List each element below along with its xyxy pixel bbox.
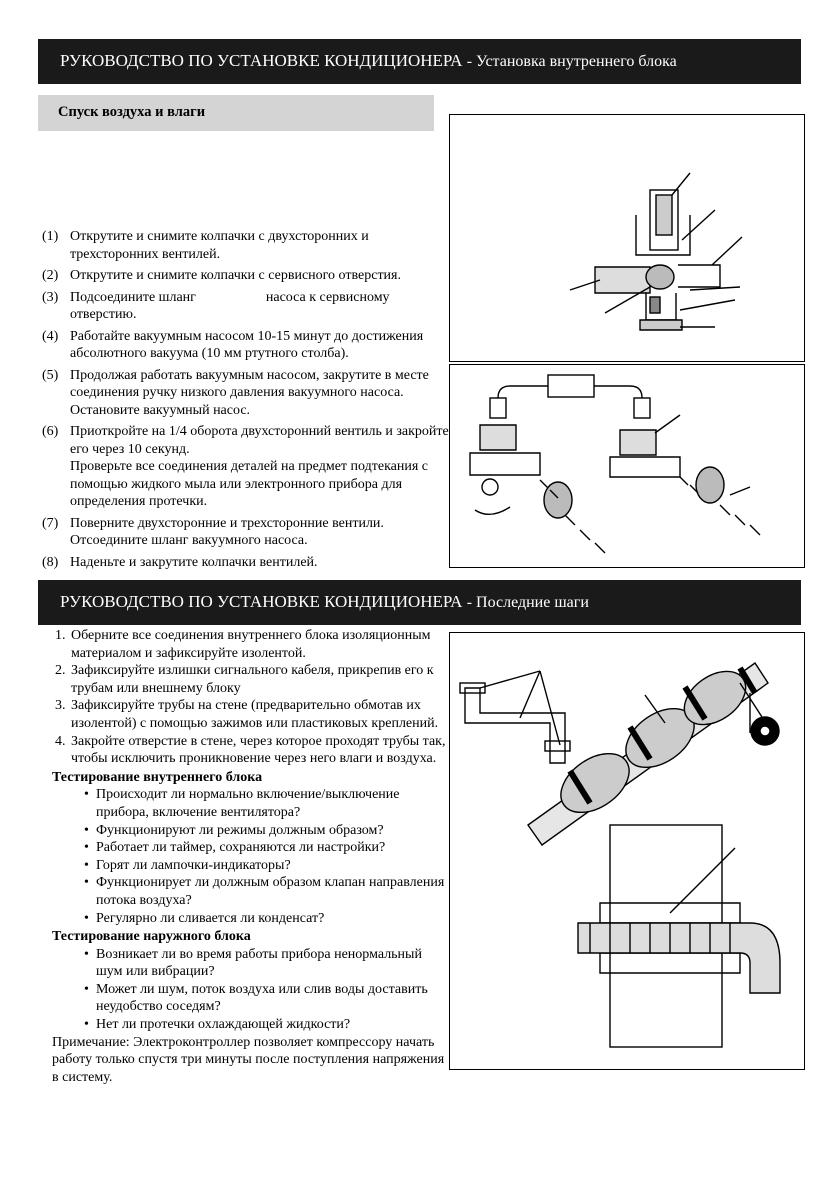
list-item: 4. Закройте отверстие в стене, через которое проходят трубы так, чтобы исключить проникновение через него влаги и воздуха. <box>55 733 446 767</box>
subsection-title-air-purge: Спуск воздуха и влаги <box>38 95 434 131</box>
purge-steps-list <box>42 228 452 575</box>
list-item: 1. Оберните все соединения внутреннего блока изоляционным материалом и зафиксируйте изолентой. <box>55 628 431 661</box>
list-item: • Регулярно ли сливается ли конденсат? <box>84 910 325 926</box>
list-item: (2) Открутите и снимите колпачки с сервисного отверстия. <box>42 268 401 283</box>
list-item: • Может ли шум, поток воздуха или слив воды доставить неудобство соседям? <box>84 981 428 1015</box>
outdoor-test-heading: Тестирование наружного блока <box>52 929 251 945</box>
list-item: • Работает ли таймер, сохраняются ли настройки? <box>84 840 386 856</box>
indoor-test-heading: Тестирование внутреннего блока <box>52 769 263 785</box>
note-text: Примечание: Электроконтроллер позволяет компрессору начать работу только спустя три минуты после поступления напряжения в систему. <box>52 1034 445 1085</box>
list-item: (5) Продолжая работать вакуумным насосом, закрутите в месте соединения ручку низкого давления вакуумного насоса. Остановите вакуумный насос. <box>42 367 429 418</box>
list-item: (7) Поверните двухсторонние и трехсторонние вентили. Отсоедините шланг вакуумного насоса. <box>42 515 384 548</box>
list-item: • Происходит ли нормально включение/выключение прибора, включение вентилятора? <box>84 787 400 820</box>
final-steps-list <box>52 627 450 1086</box>
list-item: • Функционируют ли режимы должным образом? <box>84 822 384 838</box>
vacuum-pump-connection-figure <box>449 364 805 568</box>
list-item: 2. Зафиксируйте излишки сигнального кабеля, прикрепив его к трубам или внешнему блоку <box>55 663 434 696</box>
list-item: (3) Подсоедините шланг насоса к сервисному отверстию. <box>42 289 394 322</box>
list-item: • Горят ли лампочки-индикаторы? <box>84 857 291 873</box>
list-item: (1) Открутите и снимите колпачки с двухсторонних и трехсторонних вентилей. <box>42 229 369 262</box>
list-item: (8) Наденьте и закрутите колпачки вентилей. <box>42 554 318 570</box>
list-item: • Нет ли протечки охлаждающей жидкости? <box>84 1017 351 1033</box>
list-item: • Возникает ли во время работы прибора ненормальный шум или вибрации? <box>84 946 422 980</box>
pipe-wrapping-figure <box>449 632 805 1070</box>
valve-cross-section-figure <box>449 114 805 362</box>
list-item: (6) Приоткройте на 1/4 оборота двухсторонний вентиль и закройте его через 10 секунд. Проверьте все соединения деталей на предмет подтекания с помощью жидкого мыла или электронного прибора для определения протечки. <box>42 424 449 509</box>
section-header-installation: РУКОВОДСТВО ПО УСТАНОВКЕ КОНДИЦИОНЕРА - Установка внутреннего блока <box>38 39 801 84</box>
section-header-final-steps: РУКОВОДСТВО ПО УСТАНОВКЕ КОНДИЦИОНЕРА - Последние шаги <box>38 580 801 625</box>
list-item: 3. Зафиксируйте трубы на стене (предварительно обмотав их изолентой) с помощью зажимов или пластиковых креплений. <box>55 698 439 731</box>
list-item: • Функционирует ли должным образом клапан направления потока воздуха? <box>84 875 445 908</box>
list-item: (4) Работайте вакуумным насосом 10-15 минут до достижения абсолютного вакуума (10 мм ртутного столба). <box>42 328 424 361</box>
